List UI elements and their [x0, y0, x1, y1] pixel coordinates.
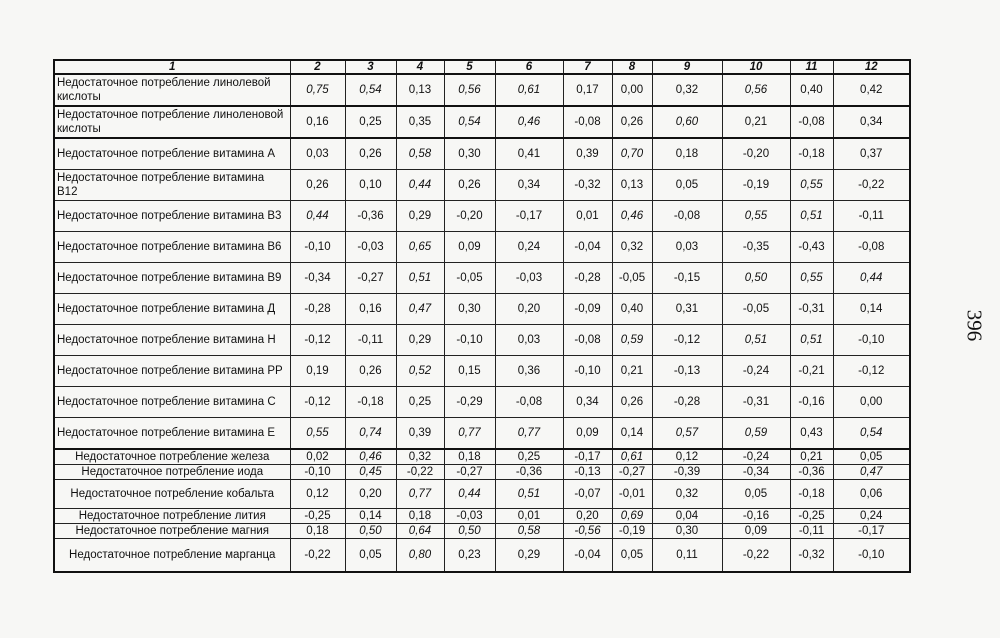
- table-cell: -0,22: [722, 539, 790, 573]
- table-cell: 0,34: [563, 387, 612, 418]
- table-cell: 0,56: [722, 74, 790, 106]
- table-row: [54, 480, 910, 509]
- column-header: 5: [444, 60, 495, 74]
- table-cell: -0,11: [833, 201, 910, 232]
- table-cell: -0,13: [563, 465, 612, 480]
- table-cell: 0,03: [652, 232, 722, 263]
- table-row: [54, 449, 910, 465]
- table-cell: 0,18: [290, 524, 345, 539]
- table-cell: 0,58: [396, 138, 444, 170]
- table-cell: 0,57: [652, 418, 722, 450]
- table-cell: 0,54: [833, 418, 910, 450]
- table-cell: -0,22: [290, 539, 345, 573]
- row-label: Недостаточное потребление витамина Д: [54, 294, 290, 325]
- table-cell: -0,08: [563, 106, 612, 138]
- table-cell: 0,01: [495, 509, 563, 524]
- table-cell: 0,56: [444, 74, 495, 106]
- table-cell: -0,24: [722, 449, 790, 465]
- table-cell: 0,32: [652, 74, 722, 106]
- table-cell: -0,24: [722, 356, 790, 387]
- table-cell: -0,19: [612, 524, 652, 539]
- table-cell: -0,27: [345, 263, 396, 294]
- table-cell: 0,58: [495, 524, 563, 539]
- table-cell: -0,03: [345, 232, 396, 263]
- table-cell: 0,05: [833, 449, 910, 465]
- table-cell: -0,01: [612, 480, 652, 509]
- table-cell: 0,37: [833, 138, 910, 170]
- table-cell: 0,50: [444, 524, 495, 539]
- table-cell: -0,10: [444, 325, 495, 356]
- table-cell: 0,46: [345, 449, 396, 465]
- table-cell: -0,12: [290, 387, 345, 418]
- table-body: [54, 74, 910, 572]
- table-cell: -0,03: [495, 263, 563, 294]
- table-cell: 0,25: [396, 387, 444, 418]
- table-cell: 0,20: [495, 294, 563, 325]
- table-cell: 0,54: [345, 74, 396, 106]
- table-cell: -0,18: [345, 387, 396, 418]
- table-cell: 0,21: [790, 449, 833, 465]
- table-row: [54, 387, 910, 418]
- table-cell: 0,36: [495, 356, 563, 387]
- table-cell: -0,20: [722, 138, 790, 170]
- table-cell: -0,25: [790, 509, 833, 524]
- row-label: Недостаточное потребление кобальта: [54, 480, 290, 509]
- table-cell: 0,29: [396, 201, 444, 232]
- table-cell: 0,25: [495, 449, 563, 465]
- table-cell: 0,09: [444, 232, 495, 263]
- table-cell: 0,39: [563, 138, 612, 170]
- table-row: [54, 170, 910, 201]
- table-cell: -0,19: [722, 170, 790, 201]
- table-cell: -0,18: [790, 138, 833, 170]
- table-cell: -0,12: [833, 356, 910, 387]
- table-cell: 0,35: [396, 106, 444, 138]
- table-cell: -0,11: [345, 325, 396, 356]
- table-cell: 0,10: [345, 170, 396, 201]
- table-cell: -0,16: [722, 509, 790, 524]
- table-cell: -0,10: [833, 325, 910, 356]
- table-cell: -0,15: [652, 263, 722, 294]
- table-cell: -0,12: [290, 325, 345, 356]
- table-cell: -0,34: [722, 465, 790, 480]
- table-row: [54, 232, 910, 263]
- table-cell: 0,59: [612, 325, 652, 356]
- table-cell: -0,28: [563, 263, 612, 294]
- table-cell: -0,17: [563, 449, 612, 465]
- table-cell: 0,74: [345, 418, 396, 450]
- table-row: [54, 138, 910, 170]
- row-label: Недостаточное потребление железа: [54, 449, 290, 465]
- table-cell: 0,20: [563, 509, 612, 524]
- table-cell: 0,50: [722, 263, 790, 294]
- row-label: Недостаточное потребление витамина Е: [54, 418, 290, 450]
- table-cell: 0,18: [652, 138, 722, 170]
- column-header: 11: [790, 60, 833, 74]
- row-label: Недостаточное потребление линоленовой кислоты: [54, 106, 290, 138]
- row-label: Недостаточное потребление витамина В6: [54, 232, 290, 263]
- table-cell: -0,27: [444, 465, 495, 480]
- table-cell: -0,10: [563, 356, 612, 387]
- table-cell: 0,70: [612, 138, 652, 170]
- table-cell: 0,31: [652, 294, 722, 325]
- table-cell: 0,32: [396, 449, 444, 465]
- table-cell: 0,44: [833, 263, 910, 294]
- table-cell: 0,14: [345, 509, 396, 524]
- table-cell: 0,32: [652, 480, 722, 509]
- table-cell: -0,17: [495, 201, 563, 232]
- table-cell: 0,51: [722, 325, 790, 356]
- row-label: Недостаточное потребление витамина В3: [54, 201, 290, 232]
- table-cell: -0,27: [612, 465, 652, 480]
- table-cell: -0,08: [833, 232, 910, 263]
- table-cell: -0,35: [722, 232, 790, 263]
- correlation-table: [53, 59, 911, 573]
- table-cell: 0,80: [396, 539, 444, 573]
- column-header: 1: [54, 60, 290, 74]
- table-cell: 0,44: [444, 480, 495, 509]
- table-cell: -0,11: [790, 524, 833, 539]
- table-cell: -0,18: [790, 480, 833, 509]
- table-cell: 0,17: [563, 74, 612, 106]
- table-cell: 0,43: [790, 418, 833, 450]
- table-cell: 0,05: [612, 539, 652, 573]
- table-cell: -0,34: [290, 263, 345, 294]
- table-row: [54, 201, 910, 232]
- table-cell: 0,55: [722, 201, 790, 232]
- table-cell: -0,04: [563, 232, 612, 263]
- row-label: Недостаточное потребление иода: [54, 465, 290, 480]
- table-cell: -0,31: [722, 387, 790, 418]
- table-cell: -0,20: [444, 201, 495, 232]
- table-row: [54, 418, 910, 450]
- column-header: 12: [833, 60, 910, 74]
- column-header: 4: [396, 60, 444, 74]
- table-cell: 0,30: [444, 294, 495, 325]
- table-cell: 0,03: [495, 325, 563, 356]
- table-cell: 0,59: [722, 418, 790, 450]
- table-cell: -0,04: [563, 539, 612, 573]
- table-cell: 0,13: [612, 170, 652, 201]
- row-label: Недостаточное потребление витамина РР: [54, 356, 290, 387]
- table-cell: 0,42: [833, 74, 910, 106]
- table-cell: 0,24: [495, 232, 563, 263]
- table-cell: 0,45: [345, 465, 396, 480]
- table-cell: 0,20: [345, 480, 396, 509]
- table-row: [54, 524, 910, 539]
- table-cell: -0,10: [290, 465, 345, 480]
- table-cell: 0,26: [345, 138, 396, 170]
- table-cell: 0,55: [790, 263, 833, 294]
- row-label: Недостаточное потребление витамина В12: [54, 170, 290, 201]
- table-cell: -0,36: [345, 201, 396, 232]
- table-cell: 0,12: [652, 449, 722, 465]
- table-cell: 0,16: [290, 106, 345, 138]
- table-cell: 0,46: [612, 201, 652, 232]
- table-cell: -0,08: [652, 201, 722, 232]
- table-cell: -0,05: [612, 263, 652, 294]
- table-cell: 0,50: [345, 524, 396, 539]
- table-cell: 0,09: [563, 418, 612, 450]
- table-cell: 0,65: [396, 232, 444, 263]
- table-cell: -0,22: [833, 170, 910, 201]
- table-cell: -0,13: [652, 356, 722, 387]
- table-cell: 0,23: [444, 539, 495, 573]
- column-header: 7: [563, 60, 612, 74]
- header-row: [54, 60, 910, 74]
- table-cell: 0,26: [444, 170, 495, 201]
- table-cell: -0,08: [563, 325, 612, 356]
- table-cell: 0,15: [444, 356, 495, 387]
- row-label: Недостаточное потребление линолевой кислоты: [54, 74, 290, 106]
- table-cell: 0,40: [790, 74, 833, 106]
- table-cell: 0,14: [833, 294, 910, 325]
- table-cell: 0,25: [345, 106, 396, 138]
- table-cell: 0,05: [345, 539, 396, 573]
- table-cell: 0,77: [495, 418, 563, 450]
- table-cell: 0,04: [652, 509, 722, 524]
- table-cell: 0,55: [790, 170, 833, 201]
- table-cell: 0,41: [495, 138, 563, 170]
- table-row: [54, 325, 910, 356]
- table-cell: 0,09: [722, 524, 790, 539]
- table-row: [54, 465, 910, 480]
- table-cell: 0,13: [396, 74, 444, 106]
- table-cell: -0,32: [790, 539, 833, 573]
- table-cell: -0,39: [652, 465, 722, 480]
- row-label: Недостаточное потребление витамина Н: [54, 325, 290, 356]
- table-cell: -0,08: [495, 387, 563, 418]
- table-cell: -0,12: [652, 325, 722, 356]
- table-cell: -0,43: [790, 232, 833, 263]
- table-cell: 0,52: [396, 356, 444, 387]
- table-cell: -0,16: [790, 387, 833, 418]
- table-cell: 0,34: [495, 170, 563, 201]
- table-cell: 0,30: [652, 524, 722, 539]
- table-cell: 0,44: [290, 201, 345, 232]
- table-cell: 0,00: [612, 74, 652, 106]
- table-cell: -0,10: [290, 232, 345, 263]
- table-cell: 0,75: [290, 74, 345, 106]
- table-row: [54, 356, 910, 387]
- table-cell: 0,03: [290, 138, 345, 170]
- table-cell: 0,54: [444, 106, 495, 138]
- column-header: 6: [495, 60, 563, 74]
- table-cell: 0,29: [495, 539, 563, 573]
- table-cell: 0,01: [563, 201, 612, 232]
- table-cell: 0,21: [612, 356, 652, 387]
- table-cell: 0,51: [790, 201, 833, 232]
- table-cell: -0,17: [833, 524, 910, 539]
- table-cell: -0,03: [444, 509, 495, 524]
- table-cell: 0,05: [722, 480, 790, 509]
- table-cell: 0,69: [612, 509, 652, 524]
- table-cell: 0,47: [396, 294, 444, 325]
- table-cell: 0,26: [345, 356, 396, 387]
- table-cell: 0,05: [652, 170, 722, 201]
- table-cell: 0,26: [290, 170, 345, 201]
- table-cell: 0,61: [612, 449, 652, 465]
- table-cell: 0,26: [612, 387, 652, 418]
- table-cell: 0,44: [396, 170, 444, 201]
- table-cell: -0,25: [290, 509, 345, 524]
- table-cell: -0,31: [790, 294, 833, 325]
- table-cell: 0,60: [652, 106, 722, 138]
- table-cell: 0,61: [495, 74, 563, 106]
- table-cell: -0,28: [652, 387, 722, 418]
- table-cell: -0,32: [563, 170, 612, 201]
- table-cell: 0,29: [396, 325, 444, 356]
- table-cell: -0,09: [563, 294, 612, 325]
- table-row: [54, 263, 910, 294]
- row-label: Недостаточное потребление витамина В9: [54, 263, 290, 294]
- column-header: 8: [612, 60, 652, 74]
- table-cell: 0,77: [444, 418, 495, 450]
- page-number: 396: [962, 309, 987, 342]
- table-cell: -0,10: [833, 539, 910, 573]
- table-cell: -0,36: [790, 465, 833, 480]
- row-label: Недостаточное потребление лития: [54, 509, 290, 524]
- table-cell: -0,36: [495, 465, 563, 480]
- table-cell: -0,21: [790, 356, 833, 387]
- table-cell: 0,51: [790, 325, 833, 356]
- table-cell: 0,02: [290, 449, 345, 465]
- table-row: [54, 106, 910, 138]
- table-cell: 0,51: [495, 480, 563, 509]
- table-cell: 0,11: [652, 539, 722, 573]
- table-row: [54, 294, 910, 325]
- table-cell: 0,39: [396, 418, 444, 450]
- table-cell: -0,05: [444, 263, 495, 294]
- table-cell: 0,21: [722, 106, 790, 138]
- table-cell: -0,29: [444, 387, 495, 418]
- table-cell: 0,51: [396, 263, 444, 294]
- table-cell: -0,22: [396, 465, 444, 480]
- table-cell: 0,18: [396, 509, 444, 524]
- table-cell: 0,47: [833, 465, 910, 480]
- table-cell: 0,34: [833, 106, 910, 138]
- table-cell: 0,77: [396, 480, 444, 509]
- table-cell: 0,00: [833, 387, 910, 418]
- table-row: [54, 74, 910, 106]
- table-cell: 0,19: [290, 356, 345, 387]
- table-cell: 0,40: [612, 294, 652, 325]
- row-label: Недостаточное потребление витамина С: [54, 387, 290, 418]
- table-cell: -0,05: [722, 294, 790, 325]
- column-header: 2: [290, 60, 345, 74]
- table-row: [54, 539, 910, 573]
- column-header: 10: [722, 60, 790, 74]
- table-cell: -0,08: [790, 106, 833, 138]
- table-cell: 0,16: [345, 294, 396, 325]
- table-cell: 0,24: [833, 509, 910, 524]
- table-cell: 0,14: [612, 418, 652, 450]
- column-header: 3: [345, 60, 396, 74]
- table-cell: 0,64: [396, 524, 444, 539]
- row-label: Недостаточное потребление магния: [54, 524, 290, 539]
- table-cell: -0,28: [290, 294, 345, 325]
- table-cell: 0,55: [290, 418, 345, 450]
- table-cell: 0,32: [612, 232, 652, 263]
- table-row: [54, 509, 910, 524]
- table-cell: 0,18: [444, 449, 495, 465]
- table-cell: -0,56: [563, 524, 612, 539]
- table-cell: 0,30: [444, 138, 495, 170]
- table-cell: 0,46: [495, 106, 563, 138]
- table-cell: 0,26: [612, 106, 652, 138]
- row-label: Недостаточное потребление витамина А: [54, 138, 290, 170]
- table-cell: -0,07: [563, 480, 612, 509]
- column-header: 9: [652, 60, 722, 74]
- table-cell: 0,06: [833, 480, 910, 509]
- row-label: Недостаточное потребление марганца: [54, 539, 290, 573]
- table-cell: 0,12: [290, 480, 345, 509]
